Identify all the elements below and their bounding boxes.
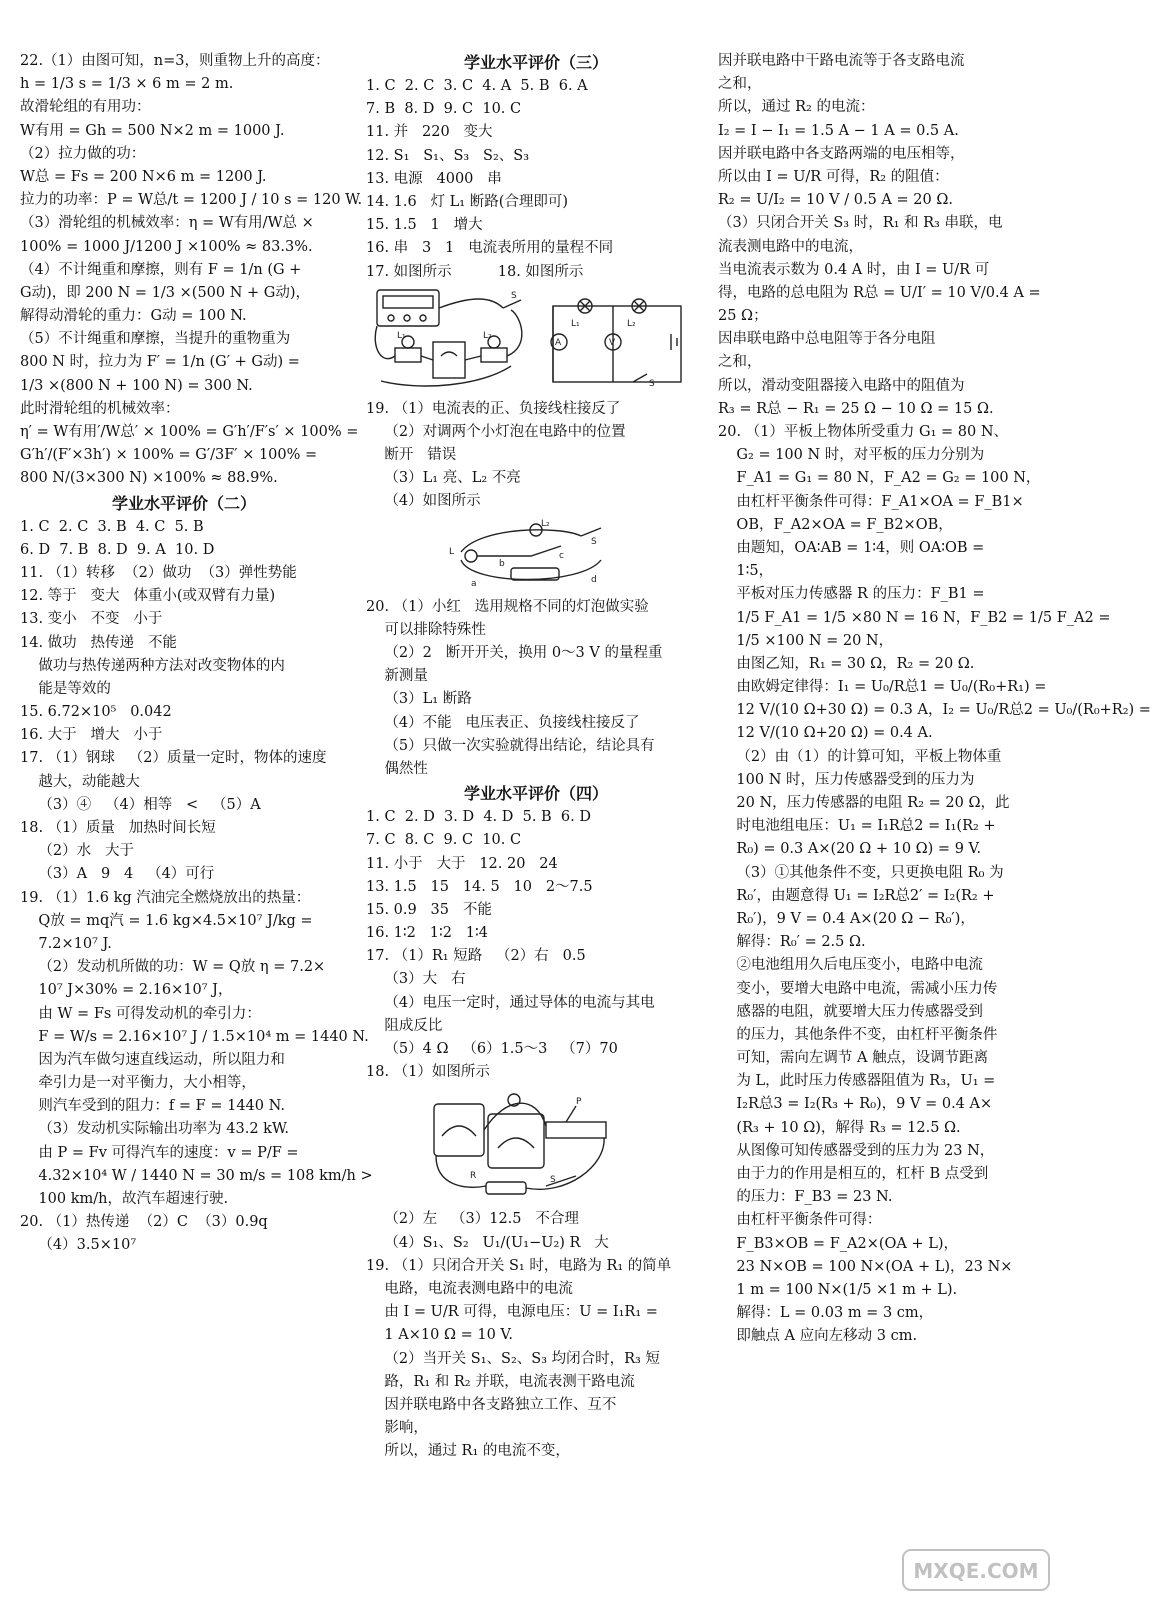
text-line: 13. 1.5 15 14. 5 10 2～7.5 — [366, 878, 593, 895]
circuit-figures-17-18 — [371, 286, 701, 396]
text-line: 时电池组电压：U₁ = I₁R总2 = I₁(R₂ + — [718, 818, 996, 835]
text-line: 12. 等于 变大 体重小(或双臂有力量) — [20, 588, 276, 605]
svg-text:L: L — [449, 546, 455, 557]
text-line: （3）L₁ 亮、L₂ 不亮 — [366, 470, 521, 487]
text-line: 影响， — [366, 1420, 428, 1437]
section-4-q19 — [366, 1208, 706, 1463]
svg-text:a: a — [471, 578, 477, 589]
text-line: 100 N 时，压力传感器受到的压力为 — [718, 771, 975, 788]
text-line: F_A1 = G₁ = 80 N，F_A2 = G₂ = 100 N， — [718, 470, 1041, 487]
text-line: 感器的电阻，就要增大压力传感器受到 — [718, 1003, 983, 1020]
text-line: 即触点 A 应向左移动 3 cm. — [718, 1328, 918, 1345]
text-line: 1/5 ×100 N = 20 N， — [718, 632, 894, 649]
text-line: 此时滑轮组的机械效率： — [20, 400, 180, 417]
text-line: （2）水 大于 — [20, 843, 134, 860]
text-line: OB，F_A2×OA = F_B2×OB， — [718, 516, 953, 533]
text-line: 1/5 F_A1 = 1/5 ×80 N = 16 N，F_B2 = 1/5 F_A2 = — [718, 609, 1111, 626]
text-line: 之和， — [718, 76, 762, 93]
text-line: 15. 0.9 35 不能 — [366, 901, 492, 918]
text-line: 因并联电路中各支路两端的电压相等， — [718, 145, 965, 162]
text-line: 20. （1）小红 选用规格不同的灯泡做实验 — [366, 598, 649, 615]
text-line: （3）发动机实际输出功率为 43.2 kW. — [20, 1121, 289, 1138]
text-line: 解得：R₀′ = 2.5 Ω. — [718, 934, 866, 951]
text-line: （5）不计绳重和摩擦，当提升的重物重为 — [20, 331, 291, 348]
text-line: （4）3.5×10⁷ — [20, 1237, 137, 1254]
text-line: 18. （1）如图所示 — [366, 1064, 490, 1081]
text-line: 越大，动能越大 — [20, 773, 140, 790]
text-line: 解得：L = 0.03 m = 3 cm， — [718, 1305, 934, 1322]
column-left — [20, 50, 373, 1590]
text-line: 4.32×10⁴ W / 1440 N = 30 m/s = 108 km/h > — [20, 1167, 373, 1184]
column-middle — [366, 50, 706, 1590]
text-line: 路，R₁ 和 R₂ 并联，电流表测干路电流 — [366, 1373, 635, 1390]
text-line: 17. （1）R₁ 短路 （2）右 0.5 — [366, 948, 586, 965]
svg-text:A: A — [555, 337, 562, 348]
text-line: 由杠杆平衡条件可得： — [718, 1212, 882, 1229]
text-line: 11. 小于 大于 12. 20 24 — [366, 855, 558, 872]
text-line: 得，电路的总电阻为 R总 = U/I′ = 10 V/0.4 A = — [718, 284, 1041, 301]
text-line: h = 1/3 s = 1/3 × 6 m = 2 m. — [20, 76, 234, 93]
svg-text:b: b — [499, 558, 505, 569]
watermark-logo — [901, 1548, 1051, 1592]
text-line: （4）不计绳重和摩擦，则有 F = 1/n (G + — [20, 261, 302, 278]
text-line: （2）左 （3）12.5 不合理 — [366, 1211, 579, 1228]
text-line: 800 N/(3×300 N) ×100% ≈ 88.9%. — [20, 470, 278, 487]
text-line: 100% = 1000 J/1200 J ×100% ≈ 83.3%. — [20, 238, 313, 255]
q19-continued — [718, 50, 1048, 421]
text-line: （3）④ （4）相等 < （5）A — [20, 796, 261, 813]
text-line: 由欧姆定律得：I₁ = U₀/R总1 = U₀/(R₀+R₁) = — [718, 679, 1047, 696]
text-line: 可以排除特殊性 — [366, 621, 486, 638]
text-line: 7. B 8. D 9. C 10. C — [366, 101, 522, 118]
text-line: （5）4 Ω （6）1.5～3 （7）70 — [366, 1041, 618, 1057]
text-line: 1/3 ×(800 N + 100 N) = 300 N. — [20, 377, 253, 394]
text-line: （2）由（1）的计算可知，平板上物体重 — [718, 748, 1002, 765]
text-line: ②电池组用久后电压变小，电路中电流 — [718, 957, 983, 974]
text-line: W总 = Fs = 200 N×6 m = 1200 J. — [20, 168, 267, 185]
text-line: 因并联电路中各支路独立工作、互不 — [366, 1396, 617, 1413]
text-line: 13. 电源 4000 串 — [366, 170, 502, 187]
text-line: 16. 大于 增大 小于 — [20, 727, 163, 744]
text-line: 1. C 2. C 3. C 4. A 5. B 6. A — [366, 78, 588, 94]
text-line: 所以，通过 R₁ 的电流不变， — [366, 1443, 570, 1460]
section-3-q19 — [366, 398, 706, 514]
text-line: 因并联电路中干路电流等于各支路电流 — [718, 53, 965, 69]
text-line: 15. 1.5 1 增大 — [366, 217, 483, 234]
text-line: 20. （1）平板上物体所受重力 G₁ = 80 N、 — [718, 424, 1009, 440]
text-line: 18. （1）质量 加热时间长短 — [20, 820, 216, 836]
text-line: 12 V/(10 Ω+30 Ω) = 0.3 A，I₂ = U₀/R总2 = U₀/(R₀+R₂) = — [718, 702, 1151, 719]
text-line: 的压力，其他条件不变，由杠杆平衡条件 — [718, 1026, 998, 1043]
text-line: R₂ = U/I₂ = 10 V / 0.5 A = 20 Ω. — [718, 192, 953, 209]
text-line: 由 I = U/R 可得，电源电压：U = I₁R₁ = — [366, 1304, 658, 1321]
circuit-diagram-icon — [426, 1086, 646, 1206]
q20-solution — [718, 421, 1151, 1349]
text-line: 断开 错误 — [366, 447, 457, 464]
text-line: 从图像可知传感器受到的压力为 23 N， — [718, 1142, 995, 1159]
text-line: （4）不能 电压表正、负接线柱接反了 — [366, 714, 640, 731]
text-line: G₂ = 100 N 时，对平板的压力分别为 — [718, 447, 985, 464]
text-line: 12 V/(10 Ω+20 Ω) = 0.4 A. — [718, 725, 933, 742]
text-line: η′ = W有用′/W总′ × 100% = G′h′/F′s′ × 100% = — [20, 424, 359, 440]
section-4-answers — [366, 806, 706, 1084]
text-line: 可知，需向左调节 A 触点，设调节距离 — [718, 1050, 989, 1067]
text-line: I₂R总3 = I₂(R₃ + R₀)，9 V = 0.4 A× — [718, 1096, 993, 1113]
text-line: 20. （1）热传递 （2）C （3）0.9q — [20, 1214, 268, 1231]
svg-text:V: V — [609, 337, 616, 348]
circuit-figure-19 — [441, 516, 631, 594]
text-line: 所以由 I = U/R 可得，R₂ 的阻值： — [718, 168, 949, 185]
text-line: R₀) = 0.3 A×(20 Ω + 10 Ω) = 9 V. — [718, 841, 982, 858]
svg-text:d: d — [591, 574, 597, 585]
text-line: 拉力的功率：P = W总/t = 1200 J / 10 s = 120 W. — [20, 192, 363, 209]
text-line: （2）对调两个小灯泡在电路中的位置 — [366, 423, 626, 440]
text-line: （4）电压一定时，通过导体的电流与其电 — [366, 994, 655, 1011]
svg-text:S: S — [591, 536, 597, 547]
text-line: 因串联电路中总电阻等于各分电阻 — [718, 331, 936, 348]
text-line: (R₃ + 10 Ω)，解得 R₃ = 12.5 Ω. — [718, 1119, 961, 1136]
text-line: 1 A×10 Ω = 10 V. — [366, 1327, 513, 1344]
text-line: 100 km/h，故汽车超速行驶. — [20, 1191, 229, 1207]
text-line: 变小，要增大电路中电流，需减小压力传 — [718, 980, 998, 997]
text-line: 1∶5， — [718, 563, 774, 580]
section-2-answers — [20, 516, 373, 1258]
text-line: 17. （1）钢球 （2）质量一定时，物体的速度 — [20, 750, 327, 767]
svg-text:R: R — [470, 1171, 477, 1182]
text-line: 电路，电流表测电路中的电流 — [366, 1280, 573, 1297]
text-line: （2）2 断开开关，换用 0～3 V 的量程重 — [366, 645, 663, 661]
svg-text:S: S — [649, 378, 655, 389]
text-line: 故滑轮组的有用功： — [20, 99, 151, 116]
text-line: 由于力的作用是相互的，杠杆 B 点受到 — [718, 1166, 989, 1182]
text-line: （5）只做一次实验就得出结论，结论具有 — [366, 737, 655, 754]
text-line: （3）L₁ 断路 — [366, 691, 472, 708]
text-line: 12. S₁ S₁、S₃ S₂、S₃ — [366, 147, 530, 164]
text-line: 牵引力是一对平衡力，大小相等， — [20, 1075, 256, 1092]
text-line: 做功与热传递两种方法对改变物体的内 — [20, 657, 285, 674]
section-heading-3: 学业水平评价（三） — [463, 53, 608, 72]
text-line: （3）A 9 4 （4）可行 — [20, 866, 215, 883]
text-line: 19. （1）只闭合开关 S₁ 时，电路为 R₁ 的简单 — [366, 1257, 672, 1274]
text-line: 由题知，OA∶AB = 1∶4，则 OA∶OB = — [718, 539, 985, 556]
text-line: 平板对压力传感器 R 的压力：F_B1 = — [718, 586, 985, 603]
svg-text:S: S — [550, 1175, 556, 1186]
text-line: 的压力：F_B3 = 23 N. — [718, 1189, 893, 1206]
section-heading-4: 学业水平评价（四） — [463, 784, 608, 804]
section-3-answers — [366, 75, 706, 284]
text-line: R₀′)，9 V = 0.4 A×(20 Ω − R₀′)， — [718, 910, 975, 927]
text-line: 7.2×10⁷ J. — [20, 935, 112, 952]
svg-text:S: S — [511, 290, 517, 301]
text-line: 能是等效的 — [20, 680, 111, 697]
text-line: G动)，即 200 N = 1/3 ×(500 N + G动)， — [20, 284, 311, 301]
text-line: 13. 变小 不变 小于 — [20, 611, 163, 628]
circuit-diagram-icon — [371, 286, 701, 396]
text-line: 则汽车受到的阻力：f = F = 1440 N. — [20, 1098, 285, 1115]
text-line: 25 Ω； — [718, 308, 768, 325]
text-line: （4）S₁、S₂ U₁/(U₁−U₂) R 大 — [366, 1234, 609, 1251]
section-3-q20 — [366, 596, 706, 782]
text-line: 由 W = Fs 可得发动机的牵引力： — [20, 1005, 261, 1022]
text-line: 之和， — [718, 354, 762, 371]
text-line: 23 N×OB = 100 N×(OA + L)，23 N× — [718, 1258, 1013, 1275]
svg-text:c: c — [559, 550, 564, 561]
text-line: 20 N，压力传感器的电阻 R₂ = 20 Ω，此 — [718, 795, 1010, 811]
svg-text:L₂: L₂ — [627, 318, 636, 329]
text-line: （2）发动机所做的功：W = Q放 η = 7.2× — [20, 959, 326, 976]
column-right — [718, 50, 1151, 1590]
text-line: F_B3×OB = F_A2×(OA + L)， — [718, 1235, 959, 1252]
svg-text:L₁: L₁ — [571, 318, 580, 329]
text-line: 1 m = 100 N×(1/5 ×1 m + L). — [718, 1281, 958, 1298]
svg-text:L₂: L₂ — [541, 518, 550, 529]
text-line: 10⁷ J×30% = 2.16×10⁷ J， — [20, 982, 233, 999]
svg-text:L₁: L₁ — [397, 330, 406, 341]
text-line: 11. 并 220 变大 — [366, 124, 493, 141]
text-line: （3）①其他条件不变，只更换电阻 R₀ 为 — [718, 864, 1004, 881]
text-line: （3）滑轮组的机械效率：η = W有用/W总 × — [20, 215, 314, 232]
text-line: 因为汽车做匀速直线运动，所以阻力和 — [20, 1051, 285, 1068]
text-line: G′h′/(F′×3h′) × 100% = G′/3F′ × 100% = — [20, 447, 318, 464]
text-line: 所以，滑动变阻器接入电路中的阻值为 — [718, 377, 965, 394]
section-heading-2: 学业水平评价（二） — [111, 493, 256, 513]
text-line: 19. （1）1.6 kg 汽油完全燃烧放出的热量： — [20, 889, 311, 906]
text-line: 800 N 时，拉力为 F′ = 1/n (G′ + G动) = — [20, 354, 300, 371]
text-line: 14. 做功 热传递 不能 — [20, 634, 177, 651]
circuit-diagram-icon — [441, 516, 631, 594]
text-line: 当电流表示数为 0.4 A 时，由 I = U/R 可 — [718, 261, 990, 278]
q22-solution — [20, 50, 363, 491]
text-line: R₀′，由题意得 U₁ = I₂R总2′ = I₂(R₂ + — [718, 887, 995, 904]
svg-text:L₂: L₂ — [483, 330, 492, 341]
text-line: 流表测电路中的电流， — [718, 238, 863, 255]
text-line: 17. 如图所示 18. 如图所示 — [366, 263, 584, 280]
text-line: （2）拉力做的功： — [20, 145, 146, 162]
svg-text:P: P — [576, 1097, 582, 1108]
text-line: 14. 1.6 灯 L₁ 断路(合理即可) — [366, 193, 569, 210]
text-line: 所以，通过 R₂ 的电流： — [718, 99, 875, 116]
text-line: 新测量 — [366, 668, 428, 685]
text-line: 16. 1∶2 1∶2 1∶4 — [366, 925, 488, 942]
text-line: 阻成反比 — [366, 1017, 443, 1034]
text-line: （4）如图所示 — [366, 493, 481, 510]
text-line: R₃ = R总 − R₁ = 25 Ω − 10 Ω = 15 Ω. — [718, 400, 994, 417]
text-line: （3）大 右 — [366, 971, 466, 988]
text-line: 偶然性 — [366, 760, 428, 777]
watermark-text: MXQE.COM — [913, 1559, 1039, 1583]
text-line: I₂ = I − I₁ = 1.5 A − 1 A = 0.5 A. — [718, 122, 959, 139]
text-line: 16. 串 3 1 电流表所用的量程不同 — [366, 240, 614, 257]
text-line: 为 L，此时压力传感器阻值为 R₃，U₁ = — [718, 1073, 996, 1090]
circuit-figure-18 — [426, 1086, 646, 1206]
text-line: 由图乙知，R₁ = 30 Ω，R₂ = 20 Ω. — [718, 655, 975, 672]
text-line: 1. C 2. D 3. D 4. D 5. B 6. D — [366, 809, 592, 826]
text-line: 由杠杆平衡条件可得：F_A1×OA = F_B1× — [718, 493, 1024, 510]
text-line: Q放 = mq汽 = 1.6 kg×4.5×10⁷ J/kg = — [20, 912, 313, 929]
text-line: 22.（1）由图可知，n=3，则重物上升的高度： — [20, 53, 330, 69]
text-line: （2）当开关 S₁、S₂、S₃ 均闭合时，R₃ 短 — [366, 1350, 660, 1367]
text-line: 11. （1）转移 （2）做功 （3）弹性势能 — [20, 564, 297, 581]
text-line: F = W/s = 2.16×10⁷ J / 1.5×10⁴ m = 1440 N. — [20, 1028, 369, 1045]
text-line: 解得动滑轮的重力：G动 = 100 N. — [20, 308, 247, 325]
text-line: （3）只闭合开关 S₃ 时，R₁ 和 R₃ 串联，电 — [718, 215, 1003, 232]
text-line: 由 P = Fv 可得汽车的速度：v = P/F = — [20, 1144, 299, 1161]
text-line: 19. （1）电流表的正、负接线柱接反了 — [366, 400, 621, 417]
text-line: 15. 6.72×10⁵ 0.042 — [20, 704, 172, 721]
text-line: 7. C 8. C 9. C 10. C — [366, 832, 522, 849]
text-line: 6. D 7. B 8. D 9. A 10. D — [20, 541, 215, 558]
text-line: 1. C 2. C 3. B 4. C 5. B — [20, 518, 204, 535]
text-line: W有用 = Gh = 500 N×2 m = 1000 J. — [20, 122, 285, 139]
